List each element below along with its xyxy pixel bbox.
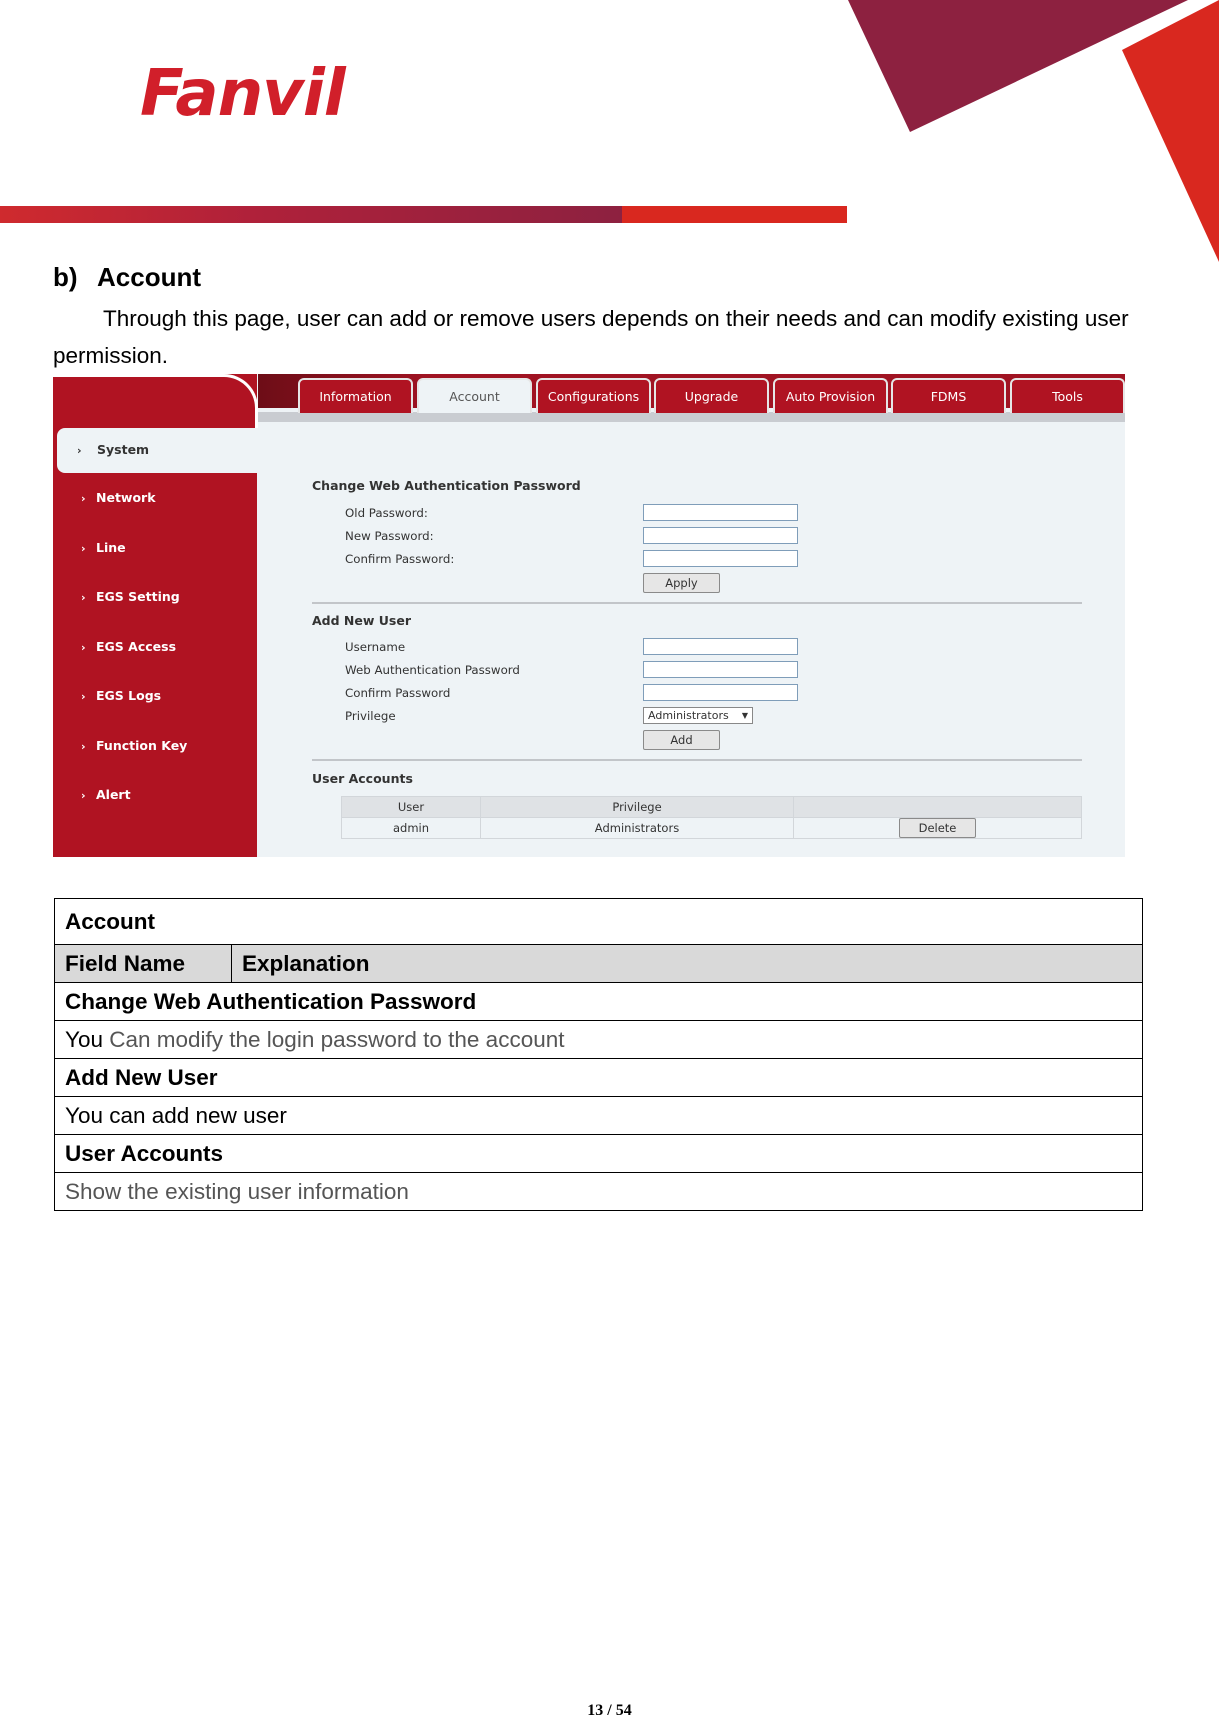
chevron-right-icon: ›	[77, 444, 82, 457]
tab-underline	[258, 412, 1125, 422]
username-label: Username	[345, 640, 406, 654]
intro-paragraph: Through this page, user can add or remove users depends on their needs and can modify existing user permission.	[53, 306, 1129, 368]
table-row	[55, 1059, 1143, 1097]
web-auth-password-label: Web Authentication Password	[345, 663, 520, 677]
add-user-confirm-password-input[interactable]	[643, 684, 798, 701]
side-nav-item-egs-access[interactable]	[81, 639, 176, 654]
col-action	[794, 797, 1082, 818]
header-triangle-red	[1122, 0, 1219, 262]
tab-tools[interactable]: Tools	[1010, 378, 1125, 413]
table-row	[55, 1173, 1143, 1211]
header-bar-right	[622, 206, 847, 223]
table-header-row	[55, 945, 1143, 983]
chevron-right-icon: ›	[81, 591, 86, 604]
side-nav-top-curve	[53, 374, 258, 428]
tab-fdms[interactable]: FDMS	[891, 378, 1006, 413]
tab-account[interactable]: Account	[417, 378, 532, 413]
confirm-password-input[interactable]	[643, 550, 798, 567]
user-accounts-table	[341, 796, 1082, 839]
chevron-right-icon: ›	[81, 740, 86, 753]
separator	[312, 602, 1082, 604]
chevron-right-icon: ›	[81, 641, 86, 654]
row-prefix: You	[65, 1026, 103, 1052]
change-password-title: Change Web Authentication Password	[312, 478, 581, 493]
side-nav-label: EGS Logs	[96, 688, 162, 703]
delete-button[interactable]: Delete	[899, 818, 976, 838]
row-heading: Add New User	[55, 1059, 1143, 1097]
add-user-title: Add New User	[312, 613, 411, 628]
side-nav-label: Function Key	[96, 738, 188, 753]
chevron-right-icon: ›	[81, 789, 86, 802]
privilege-select-value: Administrators	[648, 709, 729, 722]
add-button[interactable]: Add	[643, 730, 720, 750]
table-row	[55, 1135, 1143, 1173]
side-nav-item-alert[interactable]	[81, 787, 131, 802]
section-heading	[53, 262, 201, 293]
side-nav-label: EGS Setting	[96, 589, 180, 604]
side-nav-label: Network	[96, 490, 156, 505]
tab-configurations[interactable]: Configurations	[536, 378, 651, 413]
add-user-confirm-password-label: Confirm Password	[345, 686, 451, 700]
table-row	[55, 1097, 1143, 1135]
apply-button[interactable]: Apply	[643, 573, 720, 593]
table-title-row	[55, 899, 1143, 945]
side-nav-item-system[interactable]	[57, 428, 257, 473]
chevron-right-icon: ›	[81, 690, 86, 703]
col-explanation: Explanation	[232, 945, 1143, 983]
table-row	[55, 1021, 1143, 1059]
row-description	[55, 1021, 1143, 1059]
col-field-name: Field Name	[55, 945, 232, 983]
side-nav-label: System	[97, 442, 150, 457]
side-nav-label: Alert	[96, 787, 131, 802]
side-nav-item-line[interactable]	[81, 540, 126, 555]
tab-upgrade[interactable]: Upgrade	[654, 378, 769, 413]
header-bar-left	[0, 206, 622, 223]
table-row	[342, 818, 1082, 839]
table-row	[55, 983, 1143, 1021]
header-decoration	[0, 0, 1219, 270]
row-description: You can add new user	[55, 1097, 1143, 1135]
side-nav-item-function-key[interactable]	[81, 738, 187, 753]
side-nav-item-egs-logs[interactable]	[81, 688, 161, 703]
separator	[312, 759, 1082, 761]
cell-privilege: Administrators	[481, 818, 794, 839]
side-nav-item-network[interactable]	[81, 490, 156, 505]
tab-auto-provision[interactable]: Auto Provision	[773, 378, 888, 413]
row-text: Can modify the login password to the account	[102, 1026, 565, 1052]
new-password-label: New Password:	[345, 529, 434, 543]
page-number: 13 / 54	[587, 1702, 632, 1719]
chevron-right-icon: ›	[81, 542, 86, 555]
fanvil-logo: Fanvil	[140, 57, 345, 131]
dropdown-arrow-icon: ▼	[741, 711, 748, 720]
privilege-select[interactable]	[643, 707, 753, 724]
username-input[interactable]	[643, 638, 798, 655]
row-description: Show the existing user information	[55, 1173, 1143, 1211]
chevron-right-icon: ›	[81, 492, 86, 505]
table-header-row	[342, 797, 1082, 818]
new-password-input[interactable]	[643, 527, 798, 544]
row-heading: User Accounts	[55, 1135, 1143, 1173]
side-nav-label: Line	[96, 540, 126, 555]
user-accounts-title: User Accounts	[312, 771, 413, 786]
col-privilege: Privilege	[481, 797, 794, 818]
old-password-label: Old Password:	[345, 506, 428, 520]
side-nav-item-egs-setting[interactable]	[81, 589, 180, 604]
side-nav-label: EGS Access	[96, 639, 177, 654]
tab-information[interactable]: Information	[298, 378, 413, 413]
old-password-input[interactable]	[643, 504, 798, 521]
section-label: b)	[53, 262, 78, 292]
row-heading: Change Web Authentication Password	[55, 983, 1143, 1021]
confirm-password-label: Confirm Password:	[345, 552, 455, 566]
cell-user: admin	[342, 818, 481, 839]
col-user: User	[342, 797, 481, 818]
table-title: Account	[55, 899, 1143, 945]
cell-action	[794, 818, 1082, 839]
web-ui-screenshot	[53, 374, 1125, 857]
account-explanation-table	[54, 898, 1143, 1211]
section-title: Account	[97, 262, 201, 292]
privilege-label: Privilege	[345, 709, 396, 723]
web-auth-password-input[interactable]	[643, 661, 798, 678]
